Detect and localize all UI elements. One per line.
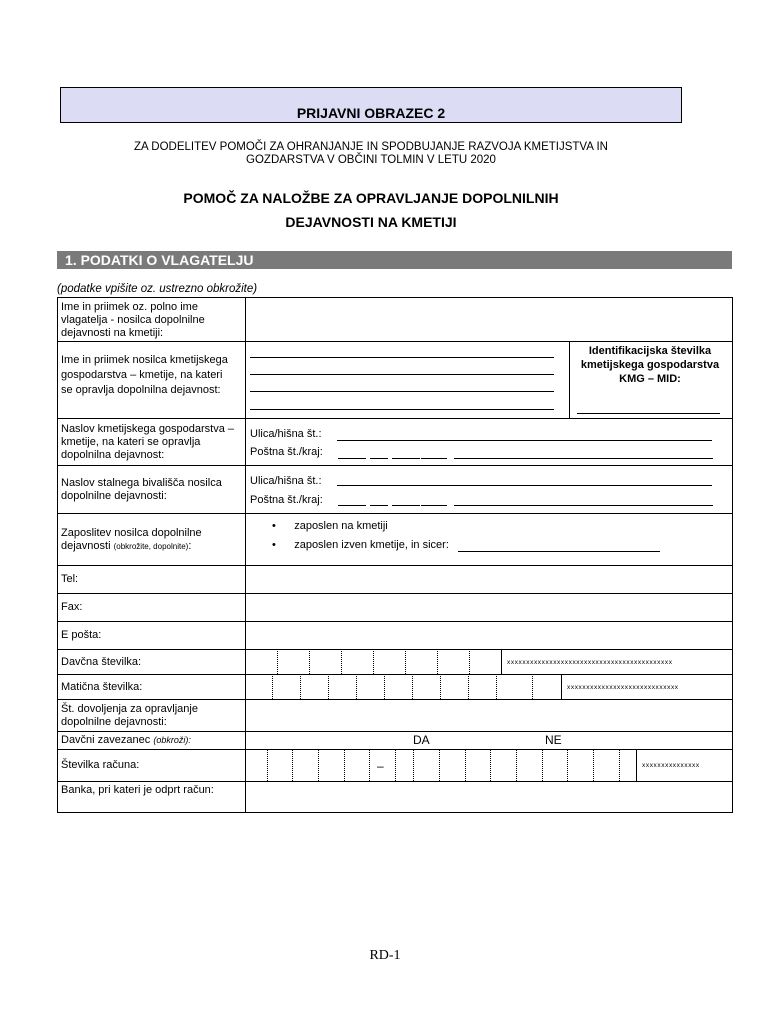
applicant-name-label: Ime in priimek oz. polno ime vlagatelja - nosilca dopolnilne dejavnosti na kmetiji: (61, 301, 205, 339)
fax-field[interactable] (246, 594, 732, 621)
residence-street-field[interactable] (337, 485, 712, 486)
residence-street-label: Ulica/hišna št.: (250, 475, 322, 487)
account-number-field[interactable] (246, 750, 636, 781)
bank-label: Banka, pri kateri je odprt račun: (61, 784, 214, 796)
form-title: PRIJAVNI OBRAZEC 2 (296, 105, 446, 121)
farm-post-label: Poštna št./kraj: (250, 446, 323, 458)
employment-hint: (obkrožite, dopolnite) (113, 542, 189, 551)
farm-street-label: Ulica/hišna št.: (250, 428, 322, 440)
farm-address-label: Naslov kmetijskega gospodarstva – kmetije, na kateri se opravlja dopolnilna dejavnost: (61, 423, 235, 461)
holder-name-line-3[interactable] (250, 391, 554, 392)
heading-line2: DEJAVNOSTI NA KMETIJI (285, 214, 457, 230)
tax-number-field[interactable] (246, 650, 501, 674)
employment-label: Zaposlitev nosilca dopolnilne dejavnosti (obkrožite, dopolnite): (61, 527, 202, 552)
tel-field[interactable] (246, 566, 732, 593)
account-number-filler: xxxxxxxxxxxxxxx (642, 762, 700, 769)
applicant-form (57, 297, 733, 812)
vat-option-yes[interactable]: DA (413, 733, 430, 747)
section-header (57, 251, 732, 269)
registration-number-field[interactable] (246, 675, 561, 699)
employment-label-text: Zaposlitev nosilca dopolnilne dejavnosti (61, 527, 202, 552)
title-box (60, 87, 682, 123)
farm-town-field[interactable] (454, 458, 713, 459)
vat-option-no[interactable]: NE (545, 733, 562, 747)
residence-label: Naslov stalnega bivališča nosilca dopolnilne dejavnosti: (61, 477, 222, 502)
email-field[interactable] (246, 622, 732, 649)
residence-post-label: Poštna št./kraj: (250, 494, 323, 506)
tax-number-label: Davčna številka: (61, 656, 142, 668)
vat-payer-label: Davčni zavezanec (obkroži): (61, 734, 191, 746)
farm-post-field-3[interactable] (392, 458, 420, 459)
farm-post-field-1[interactable] (338, 458, 366, 459)
permit-number-label: Št. dovoljenja za opravljanje dopolnilne dejavnosti: (61, 703, 198, 728)
kmg-mid-field[interactable] (577, 413, 720, 414)
section-hint: (podatke vpišite oz. ustrezno obkrožite) (57, 283, 258, 295)
page-footer: RD-1 (369, 948, 401, 963)
fax-label: Fax: (61, 601, 83, 613)
tel-label: Tel: (61, 573, 79, 585)
section-title: 1. PODATKI O VLAGATELJU (65, 252, 254, 268)
bank-field[interactable] (246, 782, 732, 812)
residence-post-field-1[interactable] (338, 505, 366, 506)
residence-post-field-2[interactable] (370, 505, 388, 506)
account-number-dash: – (377, 759, 384, 773)
residence-post-field-4[interactable] (421, 505, 447, 506)
subtitle-line1: ZA DODELITEV POMOČI ZA OHRANJANJE IN SPODBUJANJE RAZVOJA KMETIJSTVA IN (134, 141, 608, 153)
employment-outside-field[interactable] (458, 551, 660, 552)
employment-option-farm[interactable]: • zaposlen na kmetiji (272, 520, 388, 532)
heading-line1: POMOČ ZA NALOŽBE ZA OPRAVLJANJE DOPOLNILNIH (183, 190, 559, 206)
holder-name-label: Ime in priimek nosilca kmetijskega gospodarstva – kmetije, na kateri se opravlja dopolnilna dejavnost: (61, 354, 228, 396)
residence-town-field[interactable] (454, 505, 713, 506)
permit-number-field[interactable] (246, 700, 732, 731)
employment-option-outside[interactable]: • zaposlen izven kmetije, in sicer: (272, 539, 449, 551)
farm-post-field-2[interactable] (370, 458, 388, 459)
farm-post-field-4[interactable] (421, 458, 447, 459)
registration-number-label: Matična številka: (61, 681, 143, 693)
email-label: E pošta: (61, 629, 102, 641)
farm-street-field[interactable] (337, 440, 712, 441)
tax-number-filler: xxxxxxxxxxxxxxxxxxxxxxxxxxxxxxxxxxxxxxxxxxx (507, 659, 673, 666)
account-number-label: Številka računa: (61, 759, 140, 771)
registration-number-filler: xxxxxxxxxxxxxxxxxxxxxxxxxxxxx (567, 684, 679, 691)
kmg-mid-label: Identifikacijska številka kmetijskega gospodarstva KMG – MID: (580, 345, 720, 385)
residence-post-field-3[interactable] (392, 505, 420, 506)
holder-name-line-2[interactable] (250, 374, 554, 375)
holder-name-line-1[interactable] (250, 357, 554, 358)
holder-name-line-4[interactable] (250, 409, 554, 410)
applicant-name-field[interactable] (246, 298, 732, 341)
subtitle-line2: GOZDARSTVA V OBČINI TOLMIN V LETU 2020 (246, 154, 496, 166)
